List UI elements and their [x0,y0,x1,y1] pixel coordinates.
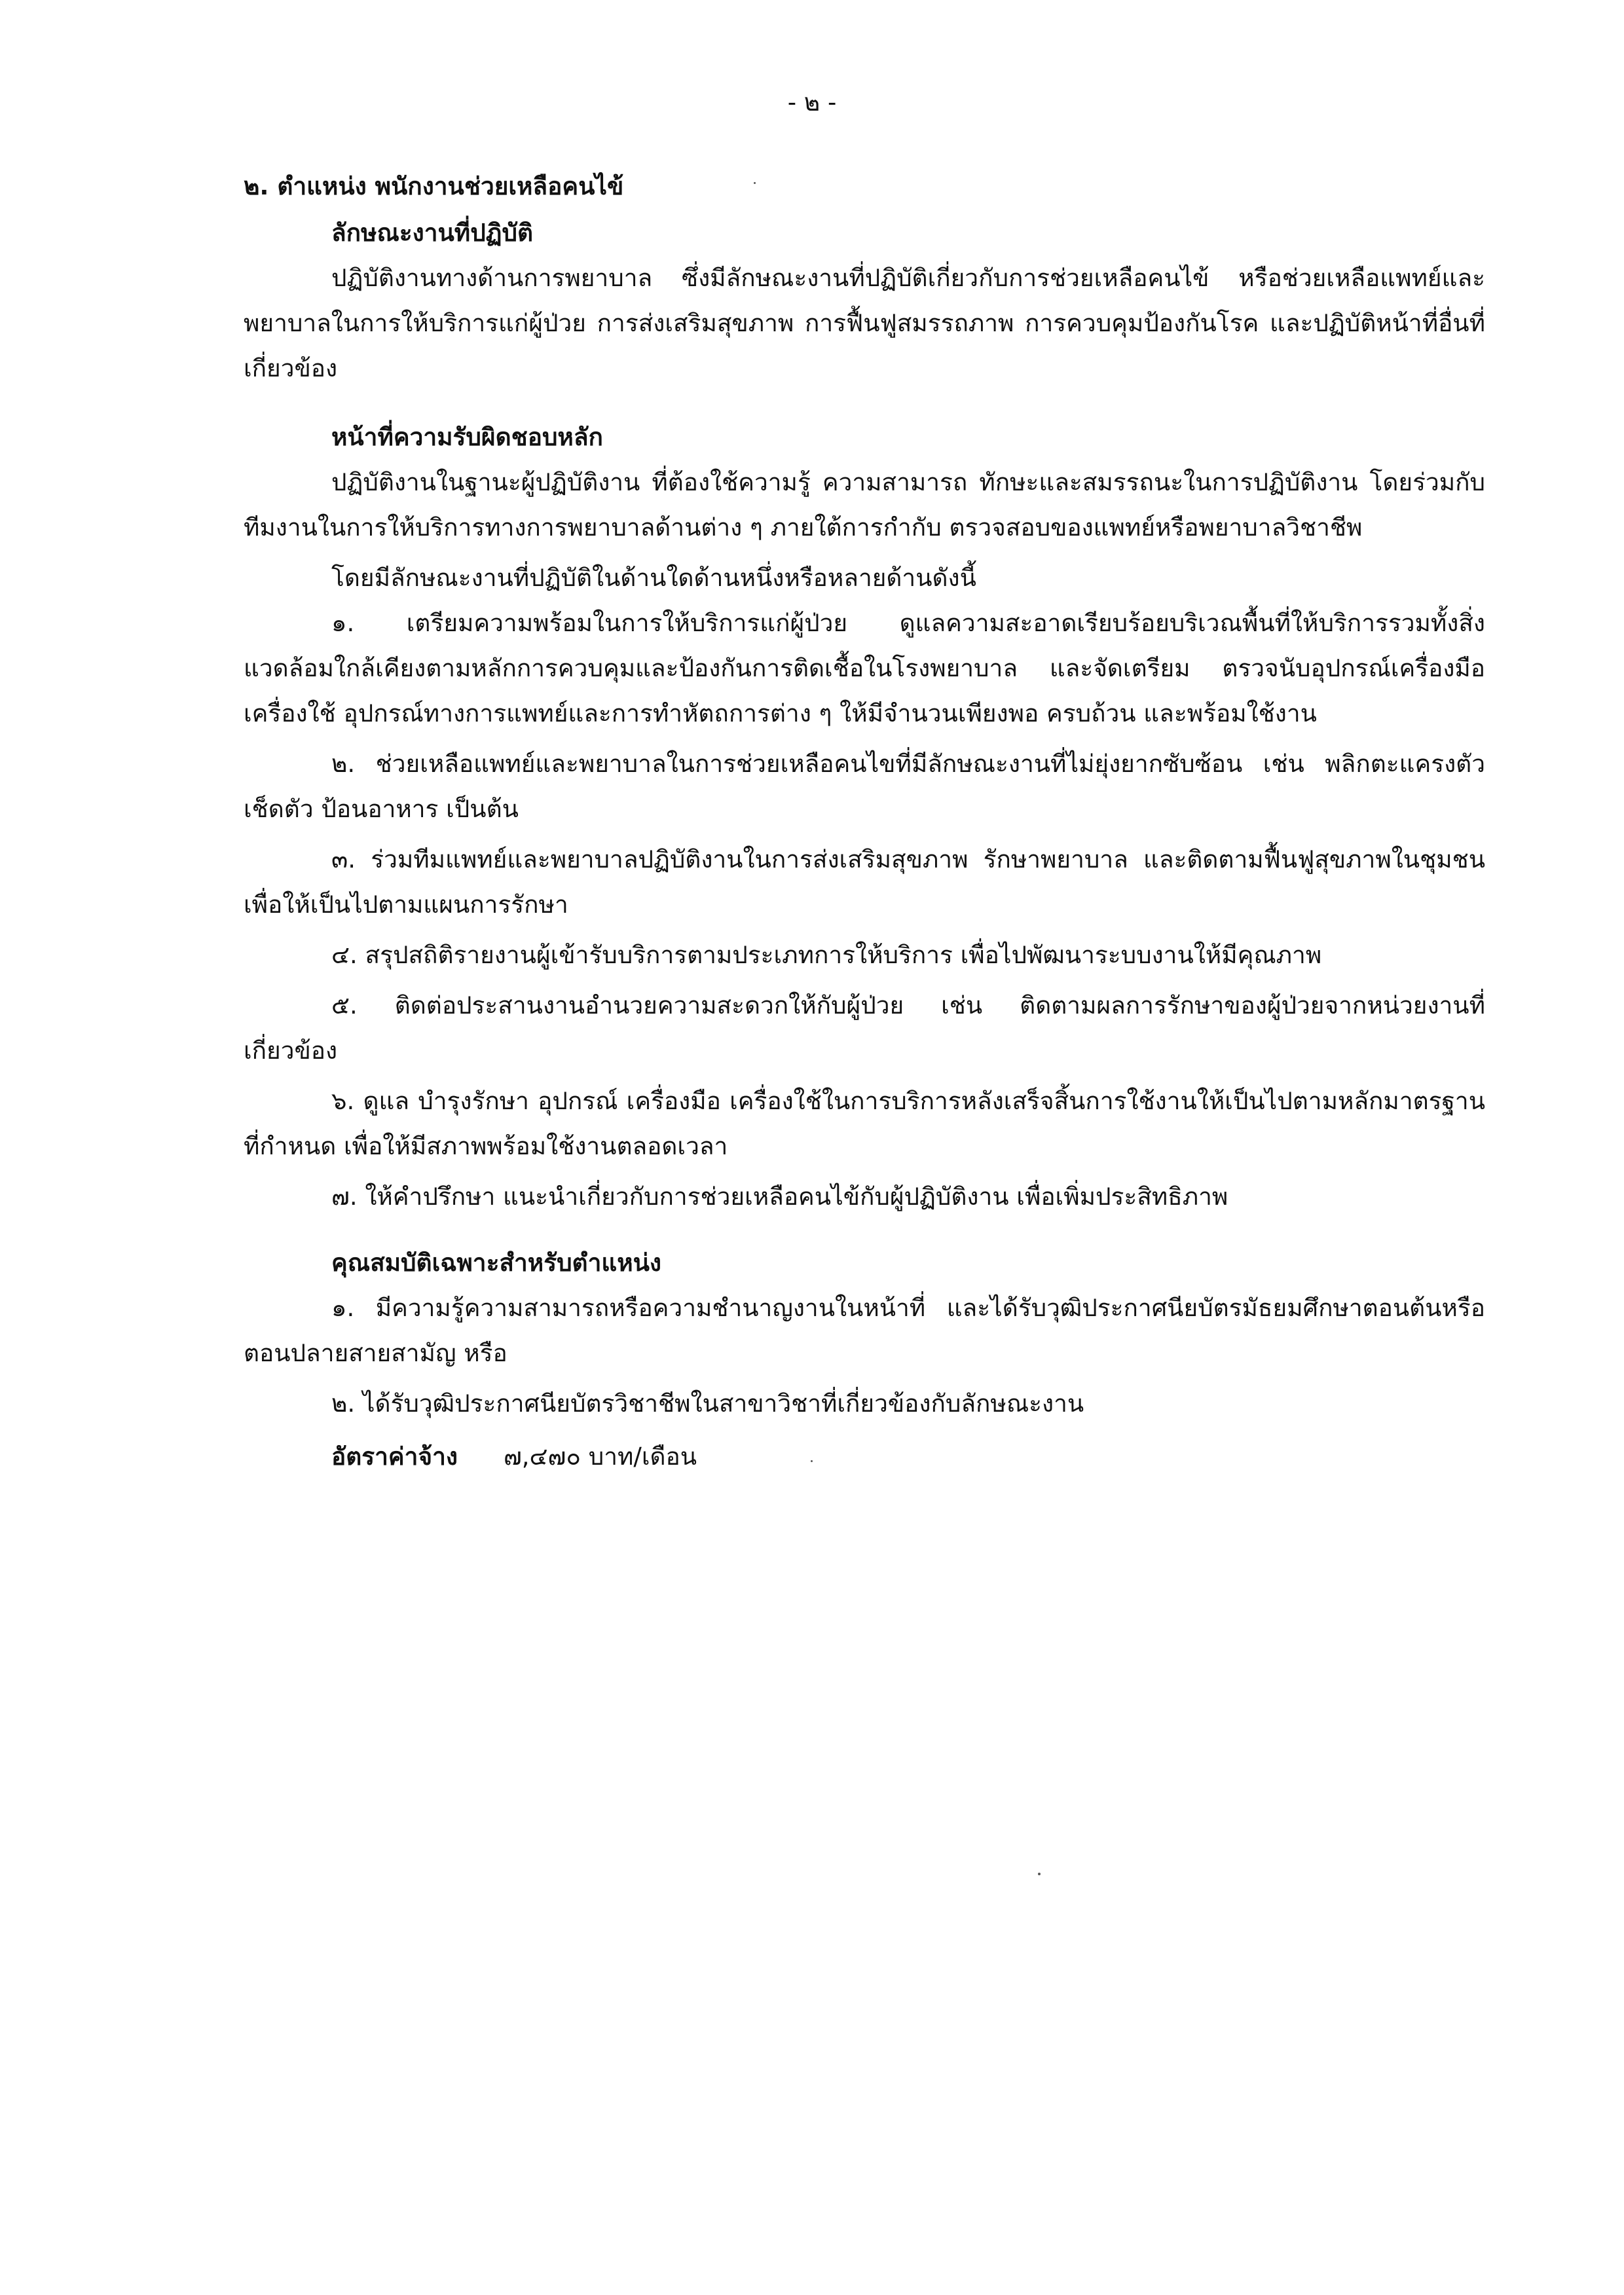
duty-item-5: ๕. ติดต่อประสานงานอำนวยความสะดวกให้กับผู้ป่วย เช่น ติดตามผลการรักษาของผู้ป่วยจากหน่วยงานที่เกี่ยวข้อง [244,991,1485,1065]
page-number: - ๒ - [787,88,837,117]
spacer [244,391,1485,414]
duty-item-1: ๑. เตรียมความพร้อมในการให้บริการแก่ผู้ป่วย ดูแลความสะอาดเรียบร้อยบริเวณพื้นที่ให้บริการรวมทั้งสิ่งแวดล้อมใกล้เคียงตามหลักการควบคุมและป้องกันการติดเชื้อในโรงพยาบาล และจัดเตรียม ตรวจนับอุปกรณ์เครื่องมือ เครื่องใช้ อุปกรณ์ทางการแพทย์และการทำหัตถการต่าง ๆ ให้มีจำนวนเพียงพอ ครบถ้วน และพร้อมใช้งาน [244,609,1485,727]
qualification-item-1: ๑. มีความรู้ความสามารถหรือความชำนาญงานในหน้าที่ และได้รับวุฒิประกาศนียบัตรมัธยมศึกษาตอนต้นหรือตอนปลายสายสามัญ หรือ [244,1294,1485,1367]
nature-paragraph: ปฏิบัติงานทางด้านการพยาบาล ซึ่งมีลักษณะงานที่ปฏิบัติเกี่ยวกับการช่วยเหลือคนไข้ หรือช่วยเหลือแพทย์และพยาบาลในการให้บริการแก่ผู้ป่วย การส่งเสริมสุขภาพ การฟื้นฟูสมรรถภาพ การควบคุมป้องกันโรค และปฏิบัติหน้าที่อื่นที่เกี่ยวข้อง [244,264,1485,382]
document-body [244,164,1485,1479]
duty-item-2: ๒. ช่วยเหลือแพทย์และพยาบาลในการช่วยเหลือคนไขที่มีลักษณะงานที่ไม่ยุ่งยากซับซ้อน เช่น พลิกตะแครงตัว เช็ดตัว ป้อนอาหาร เป็นต้น [244,750,1485,823]
duty-item-3: ๓. ร่วมทีมแพทย์และพยาบาลปฏิบัติงานในการส่งเสริมสุขภาพ รักษาพยาบาล และติดตามฟื้นฟูสุขภาพในชุมชน เพื่อให้เป็นไปตามแผนการรักษา [244,845,1485,919]
duty-item-7: ๗. ให้คำปรึกษา แนะนำเกี่ยวกับการช่วยเหลือคนไข้กับผู้ปฏิบัติงาน เพื่อเพิ่มประสิทธิภาพ [331,1183,1228,1211]
scan-speck [1038,1873,1041,1875]
duty-item-4: ๔. สรุปสถิติรายงานผู้เข้ารับบริการตามประเภทการให้บริการ เพื่อไปพัฒนาระบบงานให้มีคุณภาพ [331,941,1322,969]
salary-line [244,1434,1485,1479]
duty-item-6: ๖. ดูแล บำรุงรักษา อุปกรณ์ เครื่องมือ เครื่องใช้ในการบริการหลังเสร็จสิ้นการใช้งานให้เป็นไปตามหลักมาตรฐานที่กำหนด เพื่อให้มีสภาพพร้อมใช้งานตลอดเวลา [244,1087,1485,1160]
section-heading: ๒. ตำแหน่ง พนักงานช่วยเหลือคนไข้ [244,172,624,200]
spacer [244,1224,1485,1240]
duties-heading: หน้าที่ความรับผิดชอบหลัก [331,423,603,451]
scan-speck [811,1460,813,1462]
salary-label: อัตราค่าจ้าง [331,1442,458,1471]
duties-lead-paragraph: โดยมีลักษณะงานที่ปฏิบัติในด้านใดด้านหนึ่งหรือหลายด้านดังนี้ [331,564,976,592]
qualification-item-2: ๒. ได้รับวุฒิประกาศนียบัตรวิชาชีพในสาขาวิชาที่เกี่ยวข้องกับลักษณะงาน [331,1389,1084,1418]
salary-value: ๗,๔๗๐ บาท/เดือน [503,1442,697,1471]
qualifications-heading: คุณสมบัติเฉพาะสำหรับตำแหน่ง [331,1249,661,1277]
scan-speck [754,182,756,184]
nature-heading: ลักษณะงานที่ปฏิบัติ [331,219,534,247]
duties-intro-paragraph: ปฏิบัติงานในฐานะผู้ปฏิบัติงาน ที่ต้องใช้ความรู้ ความสามารถ ทักษะและสมรรถนะในการปฏิบัติงาน โดยร่วมกับทีมงานในการให้บริการทางการพยาบาลด้านต่าง ๆ ภายใต้การกำกับ ตรวจสอบของแพทย์หรือพยาบาลวิชาชีพ [244,468,1485,542]
